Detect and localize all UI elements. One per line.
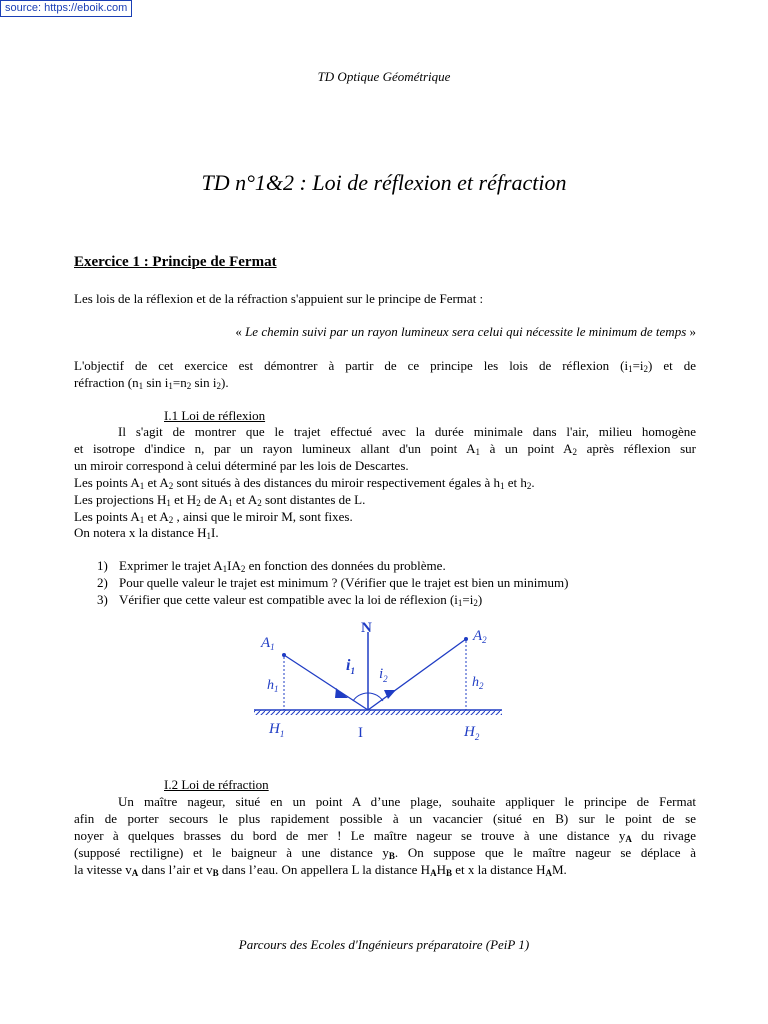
mirror-hatching <box>254 710 502 715</box>
fermat-quote: « Le chemin suivi par un rayon lumineux sera celui qui nécessite le minimum de temps » <box>235 324 696 339</box>
section-1-line-4: Les points $A_1$ et $A_2$ sont situés à des distances du miroir respectivement égales à $h_1$ et $h_2$. <box>74 475 535 491</box>
section-2-line-4: (supposé rectiligne) et le baigneur à une distance $y_B$. On suppose que le maître nageur se déplace à <box>74 845 696 861</box>
label-i1: $i_1$ <box>346 657 355 676</box>
incident-ray <box>284 655 368 710</box>
section-1-line-6: Les points $A_1$ et $A_2$ , ainsi que le miroir M, sont fixes. <box>74 509 353 525</box>
running-header: TD Optique Géométrique <box>317 69 451 84</box>
section-2-line-5: la vitesse $v_A$ dans l’air et $v_B$ dans l’eau. On appellera L la distance $H_AH_B$ et x la distance $H_AM$. <box>74 862 567 878</box>
page-title: TD n°1&2 : Loi de réflexion et réfraction <box>201 170 567 195</box>
section-1-line-3: un miroir correspond à celui déterminé par les lois de Descartes. <box>74 458 409 473</box>
section-2-heading: I.2 Loi de réfraction <box>164 777 269 792</box>
exercise-1-heading: Exercice 1 : Principe de Fermat <box>74 254 277 270</box>
point-a2 <box>464 637 468 641</box>
label-h2: $h_2$ <box>472 675 484 691</box>
label-I: I <box>358 725 363 741</box>
objective-line-2: réfraction ($n_1$ $\sin i_1=n_2$ $\sin i_2$). <box>74 375 229 391</box>
label-H1: $H_1$ <box>269 721 285 739</box>
label-a1: $A_1$ <box>261 635 275 652</box>
question-3: 3) Vérifier que cette valeur est compatible avec la loi de réflexion $(i_1=i_2)$ <box>97 592 483 608</box>
section-2-line-2: afin de porter secours le plus rapidement possible à un vacancier (situé en B) sur le point de se <box>74 811 696 826</box>
fermat-quote-text: Le chemin suivi par un rayon lumineux sera celui qui nécessite le minimum de temps <box>245 324 687 339</box>
section-2-line-3: noyer à quelques brasses du bord de mer ! Le maître nageur se trouve à une distance $y_A$ du rivage <box>74 828 696 844</box>
label-normal: N <box>361 620 372 636</box>
incident-arrow <box>335 688 348 698</box>
section-1-heading: I.1 Loi de réflexion <box>164 408 266 423</box>
label-i2: $i_2$ <box>379 666 388 684</box>
section-1-line-1: Il s'agit de montrer que le trajet effectué avec la durée minimale dans l'air, milieu homogène <box>118 424 696 439</box>
reflection-diagram <box>250 616 510 748</box>
section-1-line-2: et isotrope d'indice n, par un rayon lumineux allant d'un point $A_1$ à un point $A_2$ après réflexion sur <box>74 441 696 457</box>
running-footer: Parcours des Ecoles d'Ingénieurs préparatoire (PeiP 1) <box>238 937 530 952</box>
label-H2: $H_2$ <box>464 724 480 742</box>
objective-line-1: L'objectif de cet exercice est démontrer à partir de ce principe les lois de réflexion $(i_1=i_2)$ et de <box>74 358 697 374</box>
label-a2: $A_2$ <box>473 628 487 645</box>
source-label: source: https://eboik.com <box>0 0 132 17</box>
intro-paragraph: Les lois de la réflexion et de la réfraction s'appuient sur le principe de Fermat : <box>74 291 484 306</box>
label-h1: $h_1$ <box>267 678 279 694</box>
section-2-line-1: Un maître nageur, situé en un point A d’une plage, souhaite appliquer le principe de Fermat <box>118 794 696 809</box>
section-1-line-5: Les projections $H_1$ et $H_2$ de $A_1$ et $A_2$ sont distantes de L. <box>74 492 366 508</box>
point-a1 <box>282 653 286 657</box>
question-1: 1) Exprimer le trajet $A_1IA_2$ en fonction des données du problème. <box>97 558 446 574</box>
section-1-line-7: On notera x la distance $H_1I$. <box>74 525 219 541</box>
question-2: 2) Pour quelle valeur le trajet est minimum ? (Vérifier que le trajet est bien un minimum) <box>97 575 569 590</box>
